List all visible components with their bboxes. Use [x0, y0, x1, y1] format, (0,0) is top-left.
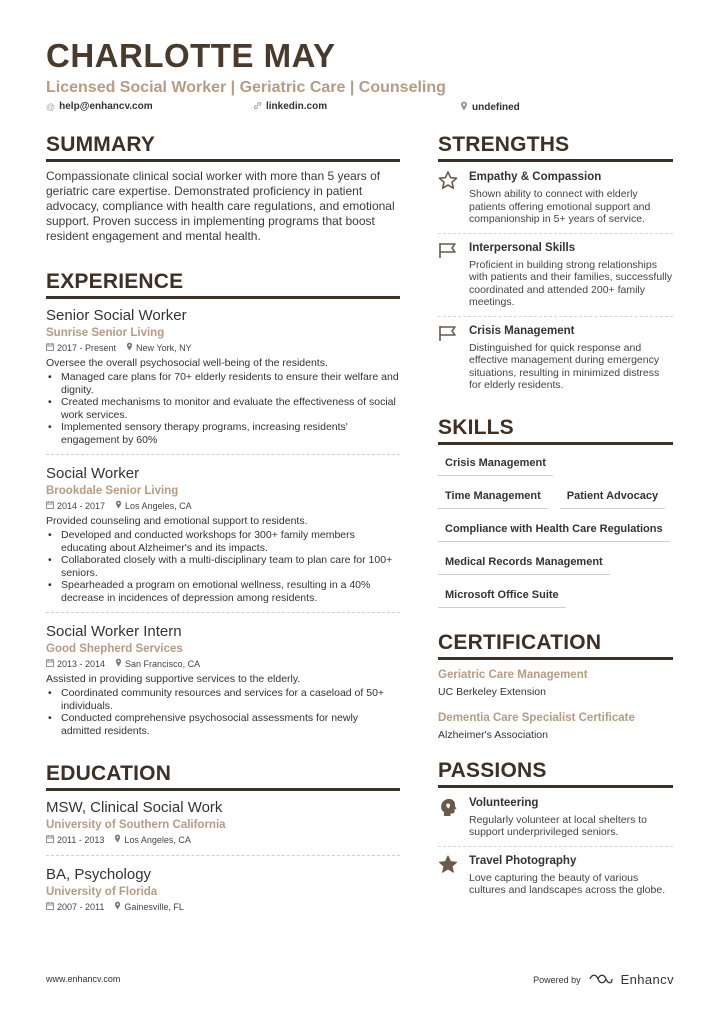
contact-location	[460, 101, 520, 113]
passion-entry-title: Volunteering	[469, 796, 539, 809]
calendar-icon	[46, 902, 54, 912]
skill-tag: Time Management	[438, 486, 548, 509]
location-pin-icon	[460, 101, 468, 113]
contact-linkedin[interactable]	[253, 101, 327, 112]
page-footer	[46, 972, 674, 988]
calendar-icon	[46, 835, 54, 845]
date-item	[46, 658, 105, 671]
date-item	[46, 342, 116, 355]
education-heading: EDUCATION	[46, 761, 400, 791]
strength-entry-body	[469, 170, 673, 226]
date-text: 2013 - 2014	[57, 659, 106, 669]
strength-entry-body	[469, 324, 673, 392]
bullet-item: • Coordinated community resources and services for a caseload of 50+ individuals.	[46, 687, 400, 712]
location-text: Los Angeles, CA	[124, 835, 191, 845]
strength-entry-title: Crisis Management	[469, 324, 575, 337]
strength-entry	[438, 317, 673, 399]
certification-title: Dementia Care Specialist Certificate	[438, 711, 635, 724]
skill-tag: Patient Advocacy	[560, 486, 665, 509]
location-item	[114, 901, 184, 914]
meta-row	[46, 342, 400, 355]
passions-section	[438, 758, 673, 904]
bullet-item: • Conducted comprehensive psychosocial assessments for newly admitted residents.	[46, 712, 400, 737]
school-name: University of Florida	[46, 886, 158, 898]
contact-row	[46, 101, 676, 117]
location-item	[115, 500, 192, 513]
education-list	[46, 798, 400, 922]
date-text: 2017 - Present	[57, 343, 117, 353]
left-column	[46, 132, 400, 931]
date-text: 2007 - 2011	[57, 902, 105, 912]
location-text: Los Angeles, CA	[125, 501, 192, 511]
bullet-list	[46, 371, 400, 446]
experience-section	[46, 269, 400, 745]
candidate-name: CHARLOTTE MAY	[46, 37, 336, 74]
education-entry	[46, 798, 400, 856]
candidate-title: Licensed Social Worker | Geriatric Care | Counseling	[46, 79, 446, 96]
certification-issuer: UC Berkeley Extension	[438, 685, 546, 698]
calendar-icon	[46, 659, 54, 669]
skill-tag: Crisis Management	[438, 453, 553, 476]
certification-title: Geriatric Care Management	[438, 668, 588, 681]
resume-header	[46, 38, 676, 117]
experience-heading: EXPERIENCE	[46, 269, 400, 299]
at-icon: @	[46, 101, 56, 112]
location-text: San Francisco, CA	[125, 659, 201, 669]
brand-name: Enhancv	[620, 972, 674, 987]
experience-list	[46, 306, 400, 745]
strength-entry	[438, 163, 673, 234]
enhancv-logo-icon	[589, 973, 613, 987]
degree-title: MSW, Clinical Social Work	[46, 799, 223, 816]
meta-row	[46, 834, 400, 847]
strength-entry-title: Empathy & Compassion	[469, 171, 602, 183]
location-item	[114, 834, 191, 847]
strengths-heading: STRENGTHS	[438, 132, 673, 162]
skill-tag: Microsoft Office Suite	[438, 585, 566, 608]
job-title: Senior Social Worker	[46, 307, 187, 324]
meta-row	[46, 901, 400, 914]
linkedin-text: linkedin.com	[266, 101, 328, 112]
skills-section	[438, 415, 673, 608]
strengths-section	[438, 132, 673, 399]
bullet-list	[46, 529, 400, 604]
bullet-item: • Developed and conducted workshops for 300+ family members educating about Alzheimer's and its impacts.	[46, 529, 400, 554]
education-entry	[46, 865, 400, 922]
certification-entry	[438, 668, 673, 699]
job-description: Oversee the overall psychosocial well-being of the residents.	[46, 357, 328, 369]
skill-row	[438, 585, 673, 608]
strength-entry-body	[469, 241, 673, 309]
experience-entry	[46, 306, 400, 455]
company-name: Sunrise Senior Living	[46, 327, 165, 339]
skill-tag: Medical Records Management	[438, 552, 610, 575]
strength-entry-description: Shown ability to connect with elderly patients offering emotional support and companionship in 5+ years of service.	[469, 188, 651, 225]
meta-row	[46, 658, 400, 671]
star-filled-icon	[438, 854, 469, 897]
location-pin-icon	[126, 343, 133, 353]
experience-entry	[46, 622, 400, 745]
footer-branding	[533, 972, 674, 987]
degree-title: BA, Psychology	[46, 866, 152, 883]
summary-heading: SUMMARY	[46, 132, 400, 162]
job-description: Provided counseling and emotional support to residents.	[46, 515, 308, 527]
right-column	[438, 132, 673, 904]
passion-entry	[438, 847, 673, 904]
certification-list	[438, 668, 673, 742]
experience-entry	[46, 464, 400, 613]
contact-email[interactable]	[46, 101, 153, 112]
skills-heading: SKILLS	[438, 415, 673, 445]
passion-entry-description: Love capturing the beauty of various cultures and landscapes across the globe.	[469, 871, 666, 896]
certification-heading: CERTIFICATION	[438, 630, 673, 660]
strength-entry-title: Interpersonal Skills	[469, 241, 576, 254]
location-item	[115, 658, 200, 671]
location-text: New York, NY	[136, 343, 192, 353]
passion-entry-body	[469, 854, 673, 897]
company-name: Good Shepherd Services	[46, 643, 183, 655]
certification-section	[438, 630, 673, 742]
school-name: University of Southern California	[46, 819, 226, 831]
location-text: Gainesville, FL	[124, 902, 184, 912]
strength-entry	[438, 234, 673, 317]
meta-row	[46, 500, 400, 513]
flag-icon	[438, 241, 469, 309]
company-name: Brookdale Senior Living	[46, 485, 179, 497]
star-outline-icon	[438, 170, 469, 226]
email-text: help@enhancv.com	[59, 101, 153, 112]
education-section	[46, 761, 400, 922]
certification-issuer: Alzheimer's Association	[438, 728, 548, 741]
skills-list	[438, 453, 673, 608]
bullet-item: • Collaborated closely with a multi-disciplinary team to plan care for 100+ seniors.	[46, 554, 400, 579]
date-text: 2014 - 2017	[57, 501, 106, 511]
passions-heading: PASSIONS	[438, 758, 673, 788]
passion-entry-body	[469, 796, 673, 839]
passion-entry-title: Travel Photography	[469, 854, 577, 867]
skill-tag: Compliance with Health Care Regulations	[438, 519, 670, 542]
calendar-icon	[46, 343, 54, 353]
skill-row	[438, 486, 673, 509]
job-description: Assisted in providing supportive services to the elderly.	[46, 673, 301, 685]
bullet-item: • Created mechanisms to monitor and evaluate the effectiveness of social work services.	[46, 396, 400, 421]
location-pin-icon	[115, 659, 122, 669]
bullet-item: • Managed care plans for 70+ elderly residents to ensure their welfare and dignity.	[46, 371, 400, 396]
location-pin-icon	[114, 902, 121, 912]
bullet-list	[46, 687, 400, 737]
date-text: 2011 - 2013	[57, 835, 105, 845]
bullet-item: • Implemented sensory therapy programs, increasing residents' engagement by 60%	[46, 421, 400, 446]
date-item	[46, 834, 104, 847]
skill-row	[438, 552, 673, 575]
date-item	[46, 901, 104, 914]
strength-entry-description: Distinguished for quick response and effective management during emergency situations, resulting in minimized distress for elderly residents.	[469, 341, 660, 391]
flag-icon	[438, 324, 469, 392]
powered-by-text: Powered by	[533, 974, 581, 985]
calendar-icon	[46, 501, 54, 511]
footer-website[interactable]: www.enhancv.com	[46, 974, 121, 984]
skill-row	[438, 519, 673, 542]
strength-entry-description: Proficient in building strong relationships with patients and their families, successfully coordinated and attended 200+ family meetings.	[469, 258, 673, 308]
date-item	[46, 500, 105, 513]
head-heart-icon	[438, 796, 469, 839]
location-pin-icon	[114, 835, 121, 845]
job-title: Social Worker	[46, 465, 140, 482]
summary-text: Compassionate clinical social worker with more than 5 years of geriatric care expertise. Demonstrated proficiency in patient advocacy, compliance with health care regulations, and emotional support. Proven success in implementing programs that boost resident engagement and mental health.	[46, 169, 395, 243]
link-icon	[253, 101, 262, 112]
certification-entry	[438, 711, 673, 742]
passion-entry-description: Regularly volunteer at local shelters to support underprivileged seniors.	[469, 813, 648, 838]
location-item	[126, 342, 192, 355]
bullet-item: • Spearheaded a program on emotional wellness, resulting in a 40% decrease in incidences of depression among residents.	[46, 579, 400, 604]
skill-row	[438, 453, 673, 476]
location-text: undefined	[472, 101, 520, 113]
summary-section	[46, 132, 400, 244]
location-pin-icon	[115, 501, 122, 511]
passions-list	[438, 789, 673, 904]
job-title: Social Worker Intern	[46, 623, 182, 640]
passion-entry	[438, 789, 673, 847]
strengths-list	[438, 163, 673, 399]
